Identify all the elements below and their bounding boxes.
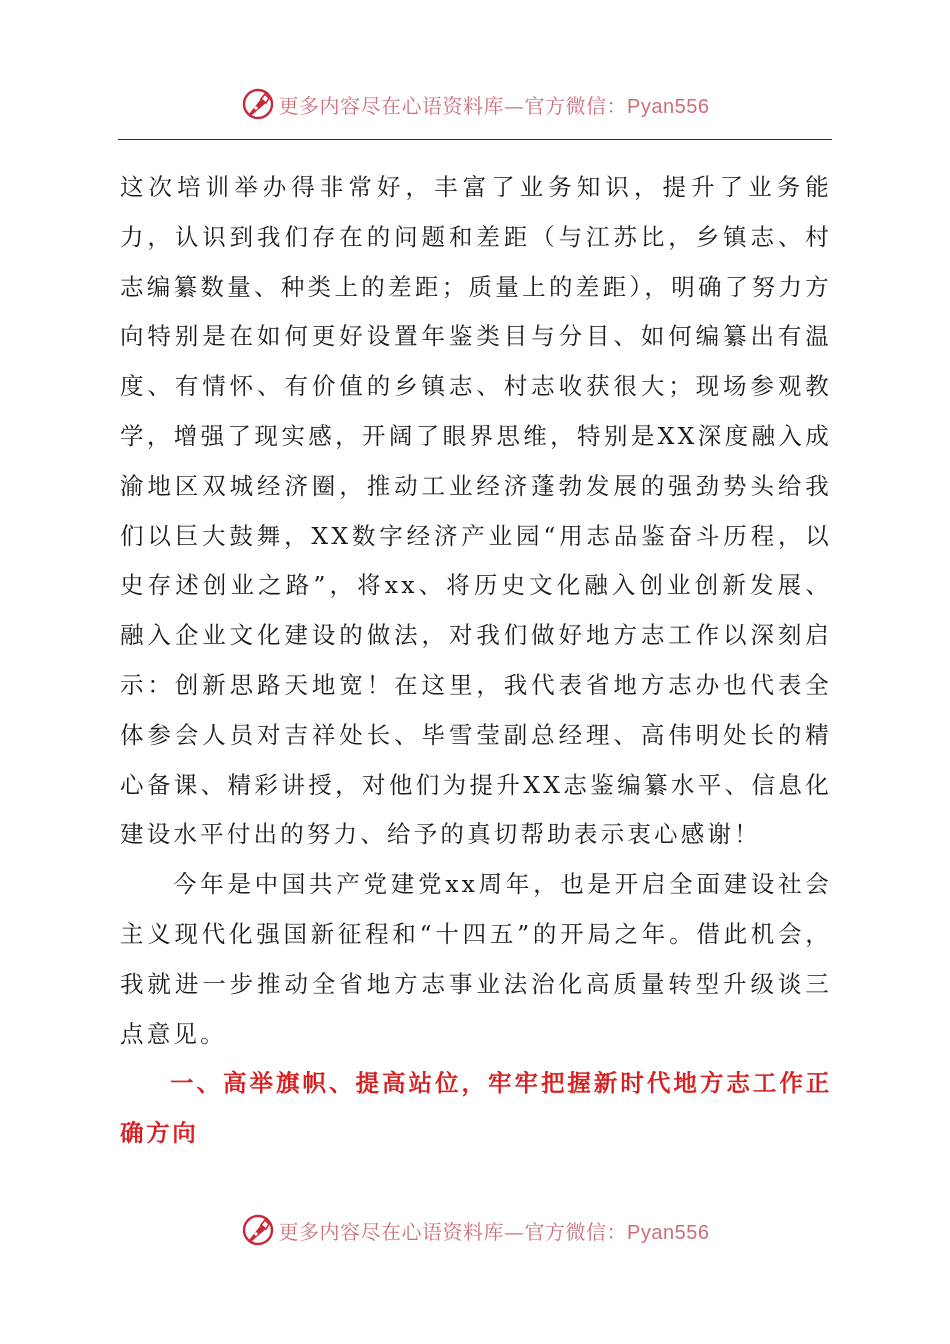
watermark-wechat-id: Pyan556 (627, 1221, 710, 1244)
body-paragraph: 这次培训举办得非常好，丰富了业务知识，提升了业务能力，认识到我们存在的问题和差距（与江苏比，乡镇志、村志编纂数量、种类上的差距；质量上的差距），明确了努力方向特别是在如何更好设置年鉴类目与分目、如何编纂出有温度、有情怀、有价值的乡镇志、村志收获很大；现场参观教学，增强了现实感，开阔了眼界思维，特别是XX深度融入成渝地区双城经济圈，推动工业经济蓬勃发展的强劲势头给我们以巨大鼓舞，XX数字经济产业园“用志品鉴奋斗历程，以史存述创业之路”，将xx、将历史文化融入创业创新发展、融入企业文化建设的做法，对我们做好地方志工作以深刻启示：创新思路天地宽！在这里，我代表省地方志办也代表全体参会人员对吉祥处长、毕雪莹副总经理、高伟明处长的精心备课、精彩讲授，对他们为提升XX志鉴编纂水平、信息化建设水平付出的努力、给予的真切帮助表示衷心感谢！ (120, 173, 832, 849)
watermark-wechat-id: Pyan556 (627, 95, 710, 118)
section-heading: 一、高举旗帜、提高站位，牢牢把握新时代地方志工作正确方向 (120, 1069, 832, 1148)
pen-nib-logo-icon (241, 1213, 275, 1247)
header-divider (118, 139, 832, 140)
pen-nib-logo-icon (241, 87, 275, 121)
watermark-text: 更多内容尽在心语资料库—官方微信：Pyan556 (278, 1219, 710, 1244)
header-watermark (0, 82, 950, 126)
footer-watermark (0, 1208, 950, 1252)
watermark-text: 更多内容尽在心语资料库—官方微信：Pyan556 (278, 93, 710, 118)
document-body (120, 163, 832, 1159)
body-paragraph: 今年是中国共产党建党xx周年，也是开启全面建设社会主义现代化强国新征程和“十四五”的开局之年。借此机会，我就进一步推动全省地方志事业法治化高质量转型升级谈三点意见。 (120, 870, 832, 1048)
